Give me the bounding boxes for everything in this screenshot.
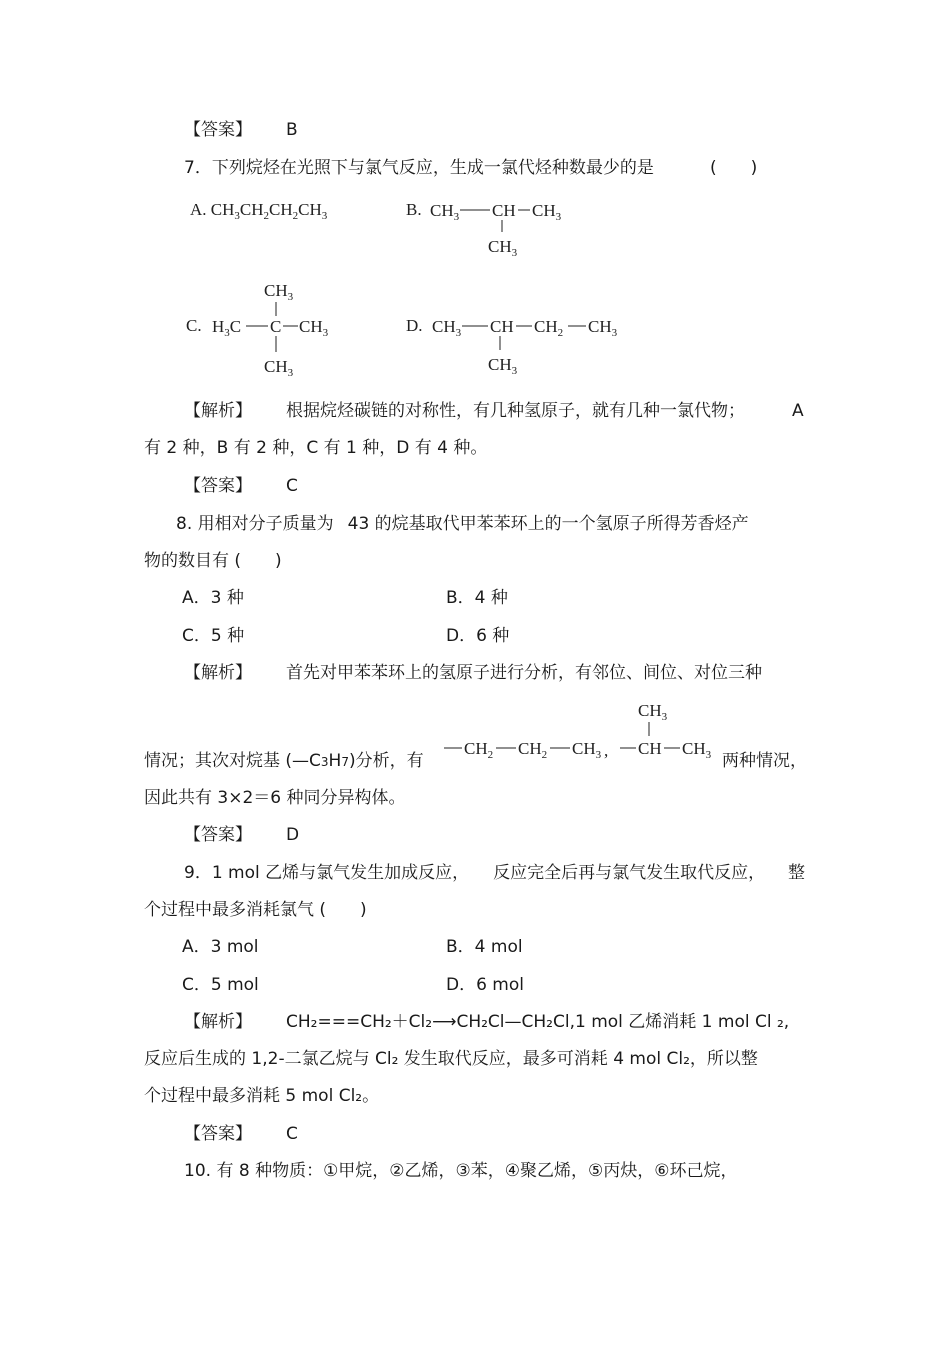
- answer-label: 【答案】: [184, 476, 252, 496]
- svg-text:CH3: $CH_3$: [264, 357, 294, 379]
- q9-option-d: D．6 mol: [446, 975, 524, 995]
- q10-stem: 10. 有 8 种物质：①甲烷，②乙烯，③苯，④聚乙烯，⑤丙炔，⑥环己烷，: [184, 1161, 738, 1181]
- svg-text:CH: CH: [638, 739, 662, 758]
- svg-text:CH3: $CH_3$: [488, 237, 518, 259]
- q7-option-a: A. $CH_3CH_2CH_2CH_3$: [190, 200, 328, 222]
- q9-analysis-line-2: 反应后生成的 1,2-二氯乙烷与 Cl₂ 发生取代反应，最多可消耗 4 mol Cl₂，所以整: [144, 1049, 758, 1069]
- q8-stem-line-2: 物的数目有 ( ): [144, 551, 282, 571]
- svg-text:CH3: $CH_3$: [488, 355, 518, 377]
- q8-option-c: C．5 种: [182, 626, 245, 646]
- q8-analysis-line-1: 【解析】 首先对甲苯苯环上的氢原子进行分析，有邻位、间位、对位三种: [184, 663, 762, 683]
- svg-text:CH3: $CH_3$: [264, 281, 294, 303]
- q7-paren: ( ): [710, 158, 758, 178]
- answer-label: 【答案】: [184, 1124, 252, 1144]
- q8-alkyl-structures: [440, 698, 720, 774]
- analysis-label: 【解析】: [184, 1012, 252, 1032]
- svg-text:CH3: $CH_3$: [430, 201, 460, 223]
- q7-option-c-prefix: C.: [186, 316, 202, 335]
- q7-option-d-prefix: D.: [406, 316, 423, 335]
- q7-analysis-line-1: 【解析】 根据烷烃碳链的对称性，有几种氢原子，就有几种一氯代物；: [184, 401, 745, 421]
- svg-text:CH3: $CH_3$: [572, 739, 602, 761]
- q8-option-b: B．4 种: [446, 588, 508, 608]
- svg-text:CH: CH: [490, 317, 514, 336]
- q8-option-d: D．6 种: [446, 626, 510, 646]
- q8-analysis-line-2: 情况；其次对烷基 (—C3H7)分析，有: [144, 751, 424, 771]
- q8-stem-line-1: 8. 用相对分子质量为 43 的烷基取代甲苯苯环上的一个氢原子所得芳香烃产: [176, 514, 749, 534]
- svg-text:CH2: $CH_2$: [534, 317, 564, 339]
- svg-text:CH3: $CH_3$: [682, 739, 712, 761]
- analysis-label: 【解析】: [184, 663, 252, 683]
- svg-text:,: ,: [604, 741, 609, 760]
- q9-option-b: B．4 mol: [446, 937, 523, 957]
- q9-analysis-line-1: 【解析】 CH₂===CH₂＋Cl₂⟶CH₂Cl—CH₂Cl,1 mol 乙烯消耗 1 mol Cl ₂,: [184, 1012, 790, 1032]
- q8-analysis-line-3: 因此共有 3×2＝6 种同分异构体。: [144, 788, 406, 808]
- q7-option-c-structure: [206, 276, 346, 384]
- q9-stem-line-1: 9．1 mol 乙烯与氯气发生加成反应， 反应完全后再与氯气发生取代反应，: [184, 863, 766, 883]
- svg-text:CH3: $CH_3$: [638, 701, 668, 723]
- q7-analysis-line-2: 有 2 种，B 有 2 种，C 有 1 种，D 有 4 种。: [144, 438, 488, 458]
- q7-analysis-line-1-end: A: [792, 401, 804, 421]
- svg-text:CH3: $CH_3$: [532, 201, 562, 223]
- q8-option-a: A．3 种: [182, 588, 244, 608]
- q9-stem-line-2: 个过程中最多消耗氯气 ( ): [144, 900, 367, 920]
- q8-analysis-line-2-end: 两种情况，: [722, 751, 807, 771]
- q9-stem-line-1-end: 整: [788, 863, 805, 883]
- answer-value: D: [286, 825, 300, 845]
- answer-label: 【答案】: [184, 120, 252, 140]
- q7-option-b-prefix: B.: [406, 200, 422, 219]
- answer-value: C: [286, 1124, 298, 1144]
- q7-stem: 7．下列烷烃在光照下与氯气反应，生成一氯代烃种数最少的是: [184, 158, 654, 178]
- svg-text:H3C: $H_3C$: [212, 317, 242, 339]
- answer-value: B: [286, 120, 298, 140]
- svg-text:CH3: $CH_3$: [299, 317, 329, 339]
- q7-answer-line: [184, 474, 298, 498]
- svg-text:CH: CH: [492, 201, 516, 220]
- q9-answer-line: [184, 1122, 298, 1146]
- svg-text:CH3: $CH_3$: [588, 317, 618, 339]
- analysis-label: 【解析】: [184, 401, 252, 421]
- q6-answer-line: [184, 118, 298, 142]
- q7-option-d-structure: [428, 310, 638, 382]
- q8-answer-line: [184, 823, 299, 847]
- q9-analysis-line-3: 个过程中最多消耗 5 mol Cl₂。: [144, 1086, 380, 1106]
- answer-value: C: [286, 476, 298, 496]
- svg-text:CH2: $CH_2$: [464, 739, 494, 761]
- q7-option-b-structure: [426, 194, 576, 266]
- svg-text:CH2: $CH_2$: [518, 739, 548, 761]
- q9-option-c: C．5 mol: [182, 975, 259, 995]
- svg-text:CH3: $CH_3$: [432, 317, 462, 339]
- answer-label: 【答案】: [184, 825, 252, 845]
- svg-text:C: C: [270, 317, 282, 336]
- q9-option-a: A．3 mol: [182, 937, 259, 957]
